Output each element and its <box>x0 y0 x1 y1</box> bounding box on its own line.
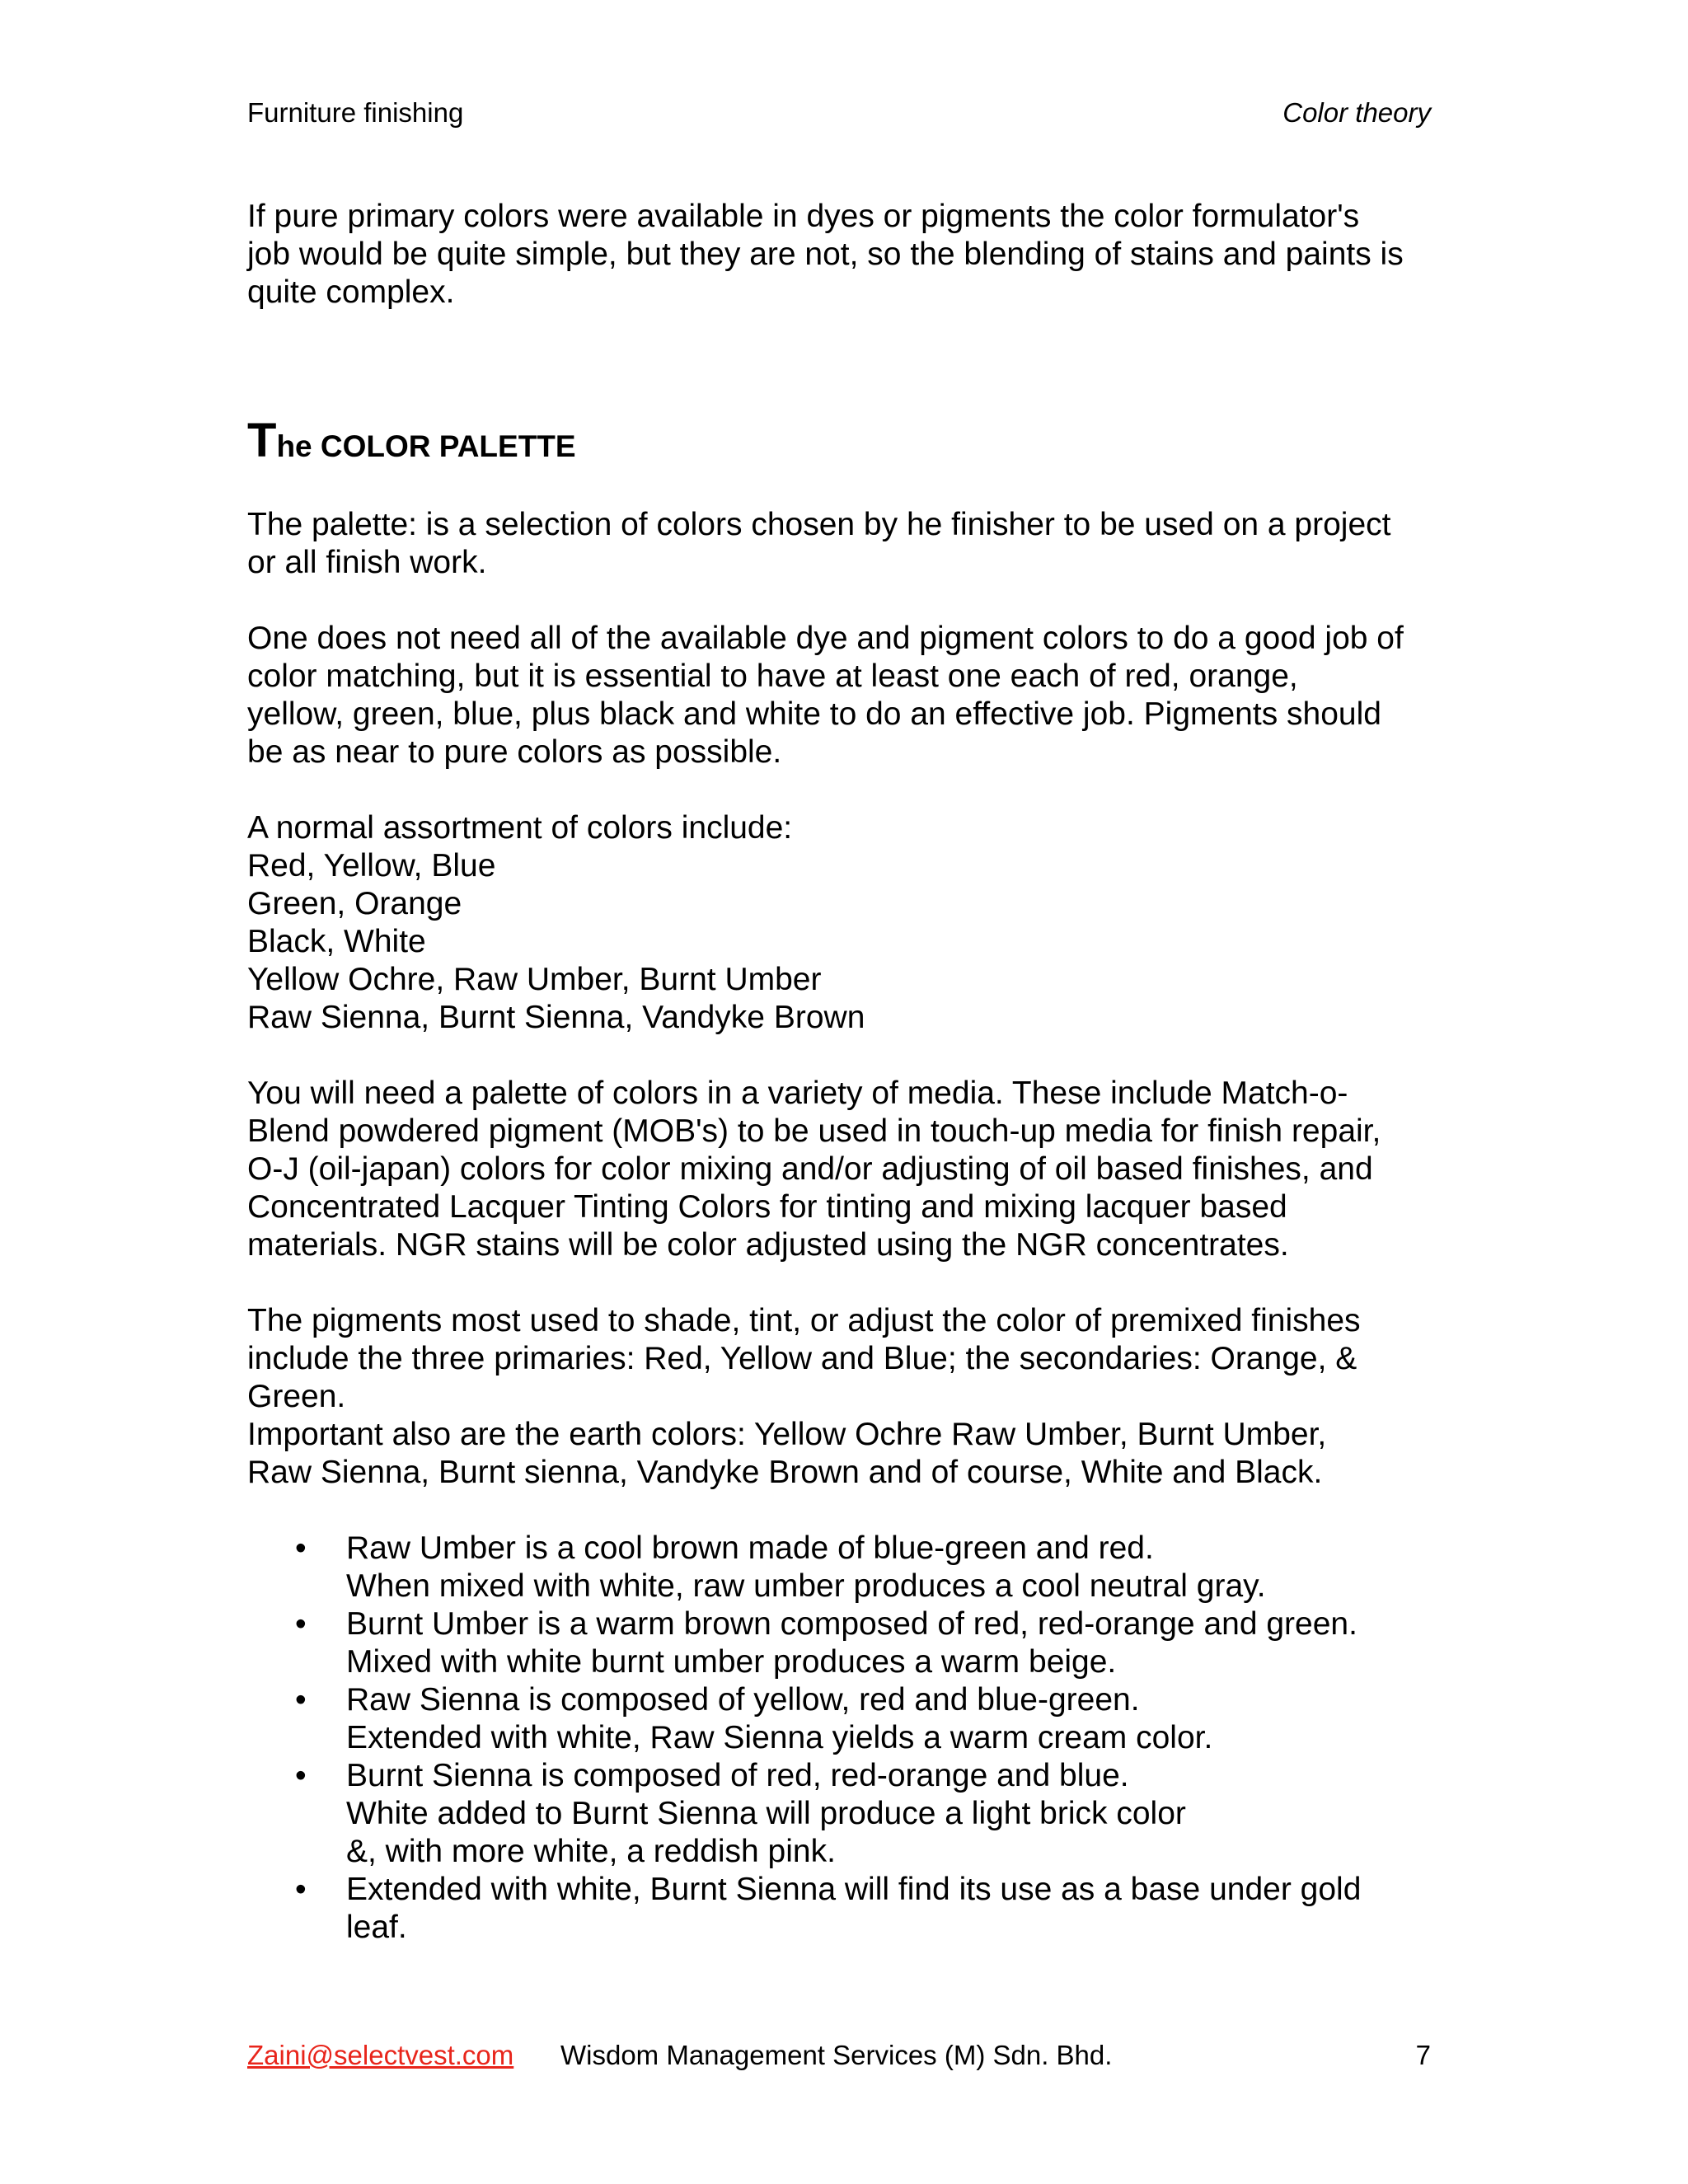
text-line: include the three primaries: Red, Yellow and Blue; the secondaries: Orange, & <box>247 1341 1357 1376</box>
text-line: Extended with white, Raw Sienna yields a warm cream color. <box>346 1720 1213 1755</box>
text-line: Raw Sienna is composed of yellow, red and blue-green. <box>346 1682 1140 1718</box>
list-item <box>247 1681 1434 1757</box>
text-line: Concentrated Lacquer Tinting Colors for tinting and mixing lacquer based <box>247 1189 1287 1225</box>
text-line: yellow, green, blue, plus black and white to do an effective job. Pigments should <box>247 696 1381 732</box>
text-line: Black, White <box>247 924 426 959</box>
header-document-title: Furniture finishing <box>247 97 464 128</box>
page-number: 7 <box>1415 2040 1431 2070</box>
bullet-icon: • <box>295 1682 307 1718</box>
text-line: quite complex. <box>247 274 455 310</box>
text-line: A normal assortment of colors include: <box>247 810 793 846</box>
text-line: O-J (oil-japan) colors for color mixing and/or adjusting of oil based finishes, and <box>247 1151 1373 1187</box>
text-line: Burnt Sienna is composed of red, red-orange and blue. <box>346 1758 1129 1793</box>
bullet-icon: • <box>295 1872 307 1907</box>
footer-email-link[interactable]: Zaini@selectvest.com <box>247 2040 514 2070</box>
intro-paragraph <box>247 198 1434 312</box>
bullet-icon: • <box>295 1530 307 1566</box>
text-line: Red, Yellow, Blue <box>247 848 496 883</box>
section-heading-text: he COLOR PALETTE <box>276 429 576 463</box>
text-line: materials. NGR stains will be color adjusted using the NGR concentrates. <box>247 1227 1289 1263</box>
text-line: Burnt Umber is a warm brown composed of red, red-orange and green. <box>346 1606 1357 1642</box>
text-line: Raw Sienna, Burnt sienna, Vandyke Brown and of course, White and Black. <box>247 1455 1323 1490</box>
text-line: The pigments most used to shade, tint, or adjust the color of premixed finishes <box>247 1303 1361 1338</box>
bullet-icon: • <box>295 1606 307 1642</box>
text-line: color matching, but it is essential to have at least one each of red, orange, <box>247 658 1298 694</box>
text-line: Mixed with white burnt umber produces a warm beige. <box>346 1644 1117 1680</box>
text-line: You will need a palette of colors in a variety of media. These include Match-o- <box>247 1076 1348 1111</box>
text-line: The palette: is a selection of colors chosen by he finisher to be used on a project <box>247 507 1391 542</box>
bullet-icon: • <box>295 1758 307 1793</box>
text-line: Raw Sienna, Burnt Sienna, Vandyke Brown <box>247 1000 865 1035</box>
text-line: be as near to pure colors as possible. <box>247 734 782 770</box>
text-line: job would be quite simple, but they are not, so the blending of stains and paints is <box>247 237 1404 272</box>
text-line: Raw Umber is a cool brown made of blue-green and red. <box>346 1530 1154 1566</box>
text-line: Important also are the earth colors: Yellow Ochre Raw Umber, Burnt Umber, <box>247 1417 1327 1452</box>
footer-company-name: Wisdom Management Services (M) Sdn. Bhd. <box>560 2040 1113 2070</box>
list-item <box>247 1871 1434 1947</box>
text-line: When mixed with white, raw umber produces a cool neutral gray. <box>346 1568 1266 1604</box>
header-chapter-title: Color theory <box>1282 97 1431 128</box>
page-header <box>247 97 1431 134</box>
text-line: One does not need all of the available dye and pigment colors to do a good job of <box>247 621 1404 656</box>
text-line: &, with more white, a reddish pink. <box>346 1834 836 1869</box>
list-item <box>247 1605 1434 1681</box>
text-line: Blend powdered pigment (MOB's) to be used in touch-up media for finish repair, <box>247 1113 1381 1149</box>
pigments-paragraph <box>247 1302 1434 1492</box>
section-heading-initial: T <box>247 414 277 467</box>
earth-colors-bullet-list <box>247 1530 1434 1947</box>
text-line: Green. <box>247 1379 346 1414</box>
text-line: If pure primary colors were available in dyes or pigments the color formulator's <box>247 199 1360 234</box>
section-heading <box>247 416 1434 466</box>
page-footer <box>247 2040 1431 2076</box>
list-item <box>247 1530 1434 1605</box>
page-body <box>247 198 1434 1947</box>
media-palette-paragraph <box>247 1075 1434 1264</box>
color-assortment-list <box>247 809 1434 1037</box>
text-line: White added to Burnt Sienna will produce a light brick color <box>346 1796 1186 1831</box>
list-item <box>247 1757 1434 1871</box>
text-line: or all finish work. <box>247 545 487 580</box>
text-line: Yellow Ochre, Raw Umber, Burnt Umber <box>247 962 822 997</box>
text-line: leaf. <box>346 1910 407 1945</box>
text-line: Green, Orange <box>247 886 462 921</box>
palette-definition-paragraph <box>247 506 1434 582</box>
text-line: Extended with white, Burnt Sienna will find its use as a base under gold <box>346 1872 1362 1907</box>
color-requirements-paragraph <box>247 620 1434 771</box>
